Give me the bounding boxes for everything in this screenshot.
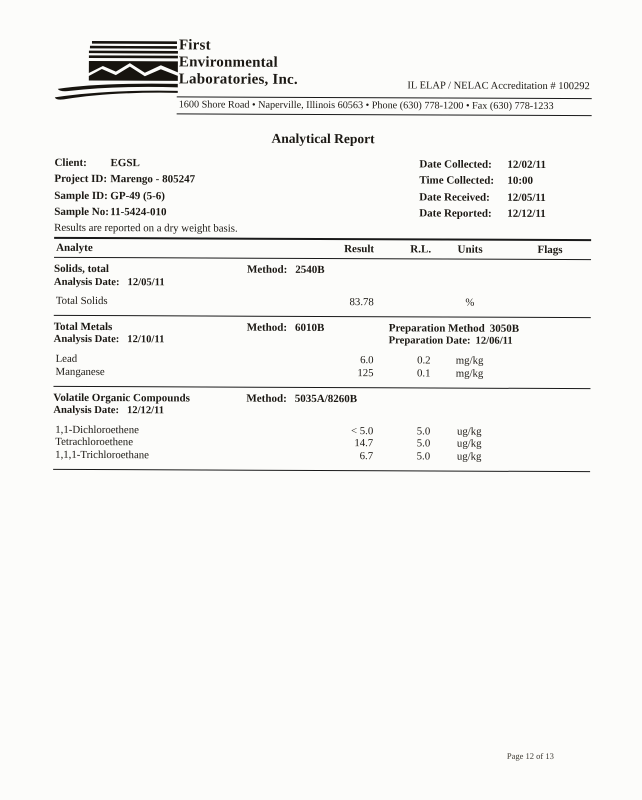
table-row	[53, 449, 590, 464]
flags-value	[509, 355, 591, 368]
analysis-date	[53, 405, 388, 419]
section-subheader	[54, 277, 591, 292]
analysis-date-label: Analysis Date:	[53, 276, 120, 288]
info-value: EGSL	[110, 157, 140, 170]
analysis-date-value: 12/12/11	[126, 405, 165, 417]
table-header-row	[54, 239, 591, 260]
page-number: Page 12 of 13	[506, 750, 554, 762]
company-logo	[55, 39, 181, 106]
section-prep	[389, 264, 591, 277]
analyte-name: Tetrachloroethene	[55, 436, 134, 449]
table-row	[54, 295, 591, 310]
analyte-name: 1,1,1-Trichloroethane	[55, 449, 149, 462]
result-value: 6.0	[360, 354, 374, 367]
column-header-analyte: Analyte	[56, 242, 93, 255]
rl-value: 0.1	[417, 367, 431, 380]
method-label: Method:	[246, 392, 287, 405]
header-rule-bottom	[177, 113, 592, 116]
section-voc	[53, 386, 590, 472]
column-header-flags: Flags	[537, 244, 563, 257]
rl-value: 5.0	[416, 424, 431, 438]
company-name	[179, 37, 298, 89]
prep-method-value: 3050B	[489, 322, 520, 335]
info-value: 12/05/11	[507, 191, 546, 204]
units-value: ug/kg	[456, 425, 482, 438]
info-row-time-collected	[419, 173, 546, 190]
section-prep	[388, 393, 590, 406]
table-row	[54, 366, 591, 381]
analysis-date-value: 12/10/11	[127, 334, 165, 346]
section-solids	[54, 258, 591, 318]
flags-value	[509, 297, 591, 310]
company-name-line2: Environmental	[178, 54, 278, 71]
analyte-name: Lead	[55, 352, 78, 365]
info-label: Sample No:	[54, 205, 109, 218]
units-value: %	[465, 296, 475, 309]
letterhead	[55, 37, 592, 117]
result-value: 125	[357, 366, 374, 380]
info-label: Project ID:	[54, 173, 108, 186]
flags-value	[508, 451, 590, 464]
method-label: Method:	[246, 321, 288, 334]
info-label: Date Received:	[419, 191, 490, 204]
section-header	[53, 391, 590, 406]
prep-date-value: 12/06/11	[475, 336, 513, 348]
method-value: 2540B	[295, 264, 325, 277]
section-rows	[54, 295, 591, 310]
section-method	[247, 264, 389, 277]
analysis-date	[54, 334, 389, 348]
info-value: 12/12/11	[507, 207, 546, 220]
method-label: Method:	[246, 263, 288, 277]
info-value: 12/02/11	[507, 158, 546, 171]
analyte-name: Manganese	[55, 365, 105, 378]
section-name: Solids, total	[53, 263, 110, 276]
method-value: 5035A/8260B	[294, 392, 358, 405]
info-value: GP-49 (5-6)	[110, 189, 166, 202]
section-rows	[54, 353, 591, 381]
company-name-line1: First	[178, 37, 211, 54]
rl-value: 5.0	[416, 437, 431, 450]
info-label: Date Collected:	[419, 158, 492, 171]
result-value: 14.7	[354, 437, 374, 450]
prep-date-label: Preparation Date:	[388, 335, 471, 348]
rl-value: 0.2	[417, 354, 431, 367]
units-value: mg/kg	[455, 354, 484, 367]
analyte-name: 1,1-Dichloroethene	[55, 423, 139, 436]
prep-date	[388, 406, 590, 419]
section-prep	[389, 322, 591, 335]
section-rows	[53, 423, 590, 464]
info-label: Client:	[54, 156, 87, 169]
section-header	[54, 321, 591, 336]
units-value: ug/kg	[456, 450, 482, 463]
section-header	[54, 263, 591, 278]
prep-date	[389, 336, 591, 349]
flags-value	[509, 368, 591, 381]
info-row-date-reported	[419, 205, 546, 222]
analyte-name: Total Solids	[55, 295, 108, 308]
company-name-line3: Laboratories, Inc.	[178, 71, 298, 88]
result-value: < 5.0	[350, 424, 374, 437]
result-value: 6.7	[359, 450, 374, 463]
section-metals	[53, 316, 590, 389]
analysis-date-value: 12/05/11	[127, 276, 165, 288]
rl-value	[374, 296, 431, 309]
prep-date	[389, 278, 591, 291]
column-header-rl: R.L.	[410, 243, 432, 256]
info-row-date-received	[419, 189, 546, 206]
analysis-date-label: Analysis Date:	[53, 404, 120, 417]
sample-info	[54, 155, 591, 223]
result-value: 83.78	[349, 296, 374, 309]
column-header-result: Result	[344, 243, 375, 256]
section-subheader	[53, 405, 590, 420]
page-title: Analytical Report	[271, 130, 375, 147]
dry-weight-note: Results are reported on a dry weight basis.	[54, 222, 591, 241]
section-subheader	[54, 334, 591, 349]
rl-value: 5.0	[416, 450, 431, 463]
section-method	[247, 322, 389, 335]
info-value: Marengo - 805247	[110, 173, 196, 186]
info-label: Time Collected:	[419, 174, 495, 188]
info-value: 10:00	[507, 175, 534, 188]
accreditation-text: IL ELAP / NELAC Accreditation # 100292	[407, 80, 590, 93]
units-value: ug/kg	[456, 437, 482, 451]
analysis-date-label: Analysis Date:	[53, 334, 120, 346]
column-header-units: Units	[457, 243, 483, 256]
flags-value	[508, 438, 590, 451]
flags-value	[508, 425, 590, 438]
section-method	[246, 392, 388, 405]
analysis-date	[54, 277, 389, 291]
mountain-logo-icon	[55, 92, 181, 110]
method-value: 6010B	[295, 321, 325, 334]
units-value: mg/kg	[455, 367, 484, 380]
info-value: 11-5424-010	[110, 205, 167, 219]
section-name: Volatile Organic Compounds	[53, 391, 190, 404]
section-name: Total Metals	[53, 320, 113, 334]
prep-method-label: Preparation Method	[388, 322, 485, 335]
company-address: 1600 Shore Road • Naperville, Illinois 60563 • Phone (630) 778-1200 • Fax (630) 778-1233	[178, 99, 554, 113]
info-label: Sample ID:	[54, 189, 108, 202]
report-content	[53, 37, 592, 762]
info-row-date-collected	[419, 156, 546, 173]
info-label: Date Reported:	[419, 207, 492, 220]
sample-info-right	[419, 156, 546, 222]
